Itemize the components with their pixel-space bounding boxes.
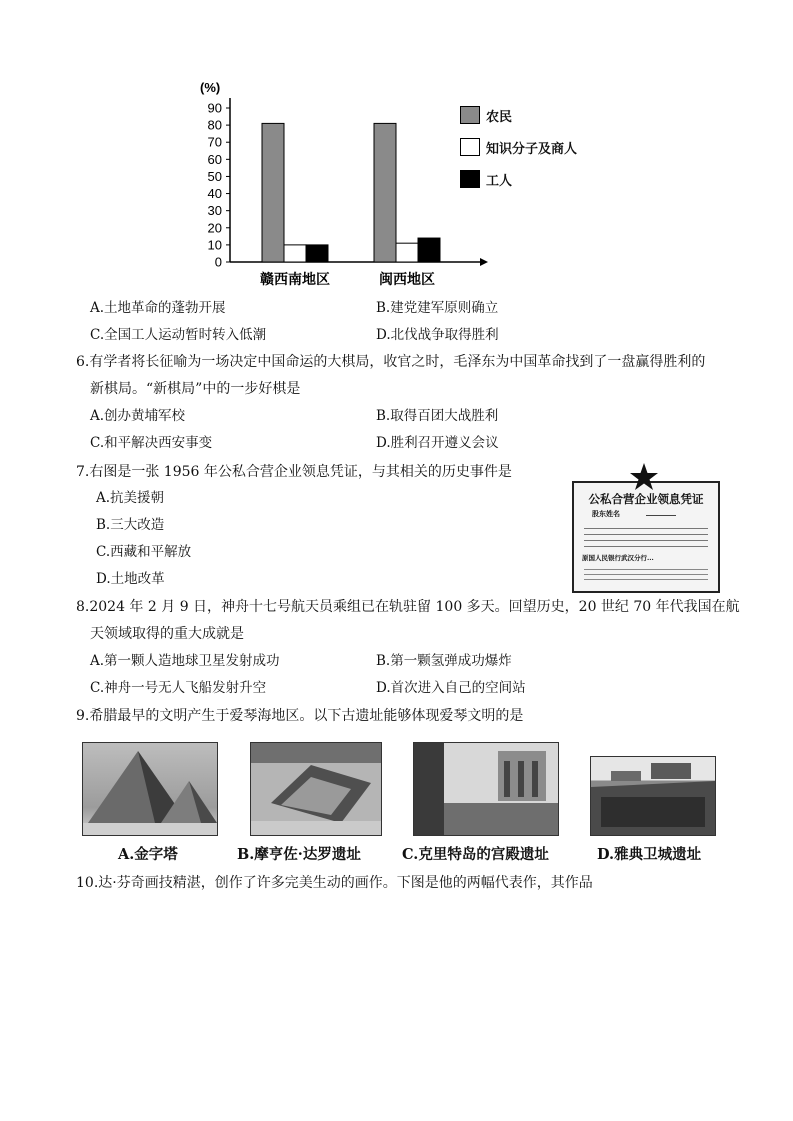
y-tick-label: 80 (207, 117, 222, 133)
y-tick-label: 90 (207, 100, 222, 116)
q7-stem: 7.右图是一张 1956 年公私合营企业领息凭证，与其相关的历史事件是 (76, 464, 512, 480)
bar-workers-2 (418, 238, 440, 262)
q7-option-c[interactable]: C.西藏和平解放 (96, 544, 192, 560)
bar-chart (190, 72, 610, 292)
bar-workers-1 (306, 245, 328, 262)
q5-option-d[interactable]: D.北伐战争取得胜利 (376, 327, 499, 343)
x-category-label: 闽西地区 (379, 272, 435, 288)
pyramids-photo[interactable] (82, 742, 218, 836)
q8-option-b[interactable]: B.第一颗氢弹成功爆炸 (376, 653, 512, 669)
acropolis-drawing (591, 757, 715, 835)
y-tick-label: 70 (207, 134, 222, 150)
q9-option-c[interactable]: C.克里特岛的宫殿遗址 (402, 846, 549, 863)
q9-option-a[interactable]: A.金字塔 (118, 846, 178, 863)
q7-option-d[interactable]: D.土地改革 (96, 571, 165, 587)
cert-lines (584, 523, 708, 549)
mohenjo-daro-photo[interactable] (250, 742, 382, 836)
q5-option-a[interactable]: A.土地革命的蓬勃开展 (90, 300, 226, 316)
cert-name-label: 股东姓名 (592, 509, 620, 518)
acropolis-photo[interactable] (590, 756, 716, 836)
q6-option-d[interactable]: D.胜利召开遵义会议 (376, 435, 499, 451)
q7-option-a[interactable]: A.抗美援朝 (96, 490, 165, 506)
bar-farmers-1 (262, 123, 284, 262)
legend-label-intellectuals: 知识分子及商人 (486, 142, 578, 157)
bar-farmers-2 (374, 123, 396, 262)
q5-option-b[interactable]: B.建党建军原则确立 (376, 300, 499, 316)
q7-option-b[interactable]: B.三大改造 (96, 517, 165, 533)
y-tick-label: 30 (207, 203, 222, 219)
legend-swatch-workers (460, 170, 480, 188)
y-tick-label: 0 (214, 254, 222, 270)
cert-bank-line: 原国人民银行武汉分行... (582, 554, 654, 562)
q8-stem-line1: 8.2024 年 2 月 9 日，神舟十七号航天员乘组已在轨驻留 100 多天。回望历史，20 世纪 70 年代我国在航 (76, 599, 740, 615)
interest-certificate-image (572, 481, 720, 593)
q8-option-a[interactable]: A.第一颗人造地球卫星发射成功 (90, 653, 280, 669)
q9-option-d[interactable]: D.雅典卫城遗址 (597, 846, 702, 863)
x-category-label: 赣西南地区 (260, 272, 330, 288)
q6-option-c[interactable]: C.和平解决西安事变 (90, 435, 213, 451)
q5-option-c[interactable]: C.全国工人运动暂时转入低潮 (90, 327, 267, 343)
mohenjo-daro-drawing (251, 743, 381, 835)
bar-intellectuals-2 (396, 243, 418, 262)
star-icon (629, 463, 659, 491)
knossos-palace-photo[interactable] (413, 742, 559, 836)
y-tick-label: 50 (207, 168, 222, 184)
q6-option-a[interactable]: A.创办黄埔军校 (90, 408, 186, 424)
q8-option-d[interactable]: D.首次进入自己的空间站 (376, 680, 526, 696)
q6-stem-line2: 新棋局。“新棋局”中的一步好棋是 (90, 381, 301, 397)
q6-option-b[interactable]: B.取得百团大战胜利 (376, 408, 499, 424)
legend-label-farmers: 农民 (486, 110, 513, 125)
q8-option-c[interactable]: C.神舟一号无人飞船发射升空 (90, 680, 267, 696)
legend-swatch-farmers (460, 106, 480, 124)
y-tick-label: 10 (207, 237, 222, 253)
y-tick-label: 20 (207, 220, 222, 236)
cert-handwriting (646, 507, 676, 516)
q9-stem: 9.希腊最早的文明产生于爱琴海地区。以下古遗址能够体现爱琴文明的是 (76, 708, 524, 724)
legend-label-workers: 工人 (486, 174, 513, 189)
pyramids-drawing (83, 743, 217, 835)
q9-option-b[interactable]: B.摩亨佐·达罗遗址 (237, 846, 361, 863)
knossos-palace-drawing (414, 743, 558, 835)
y-axis-label: (%) (200, 80, 221, 95)
cert-title: 公私合营企业领息凭证 (588, 494, 704, 506)
cert-stamp-lines (584, 565, 708, 583)
q6-stem-line1: 6.有学者将长征喻为一场决定中国命运的大棋局，收官之时，毛泽东为中国革命找到了一盘赢得胜利的 (76, 354, 706, 370)
q8-stem-line2: 天领域取得的重大成就是 (90, 626, 244, 642)
bar-intellectuals-1 (284, 245, 306, 262)
y-tick-label: 40 (207, 186, 222, 202)
x-axis-arrow (480, 258, 488, 266)
legend-swatch-intellectuals (460, 138, 480, 156)
q10-stem: 10.达·芬奇画技精湛，创作了许多完美生动的画作。下图是他的两幅代表作，其作品 (76, 875, 593, 891)
y-tick-label: 60 (207, 151, 222, 167)
